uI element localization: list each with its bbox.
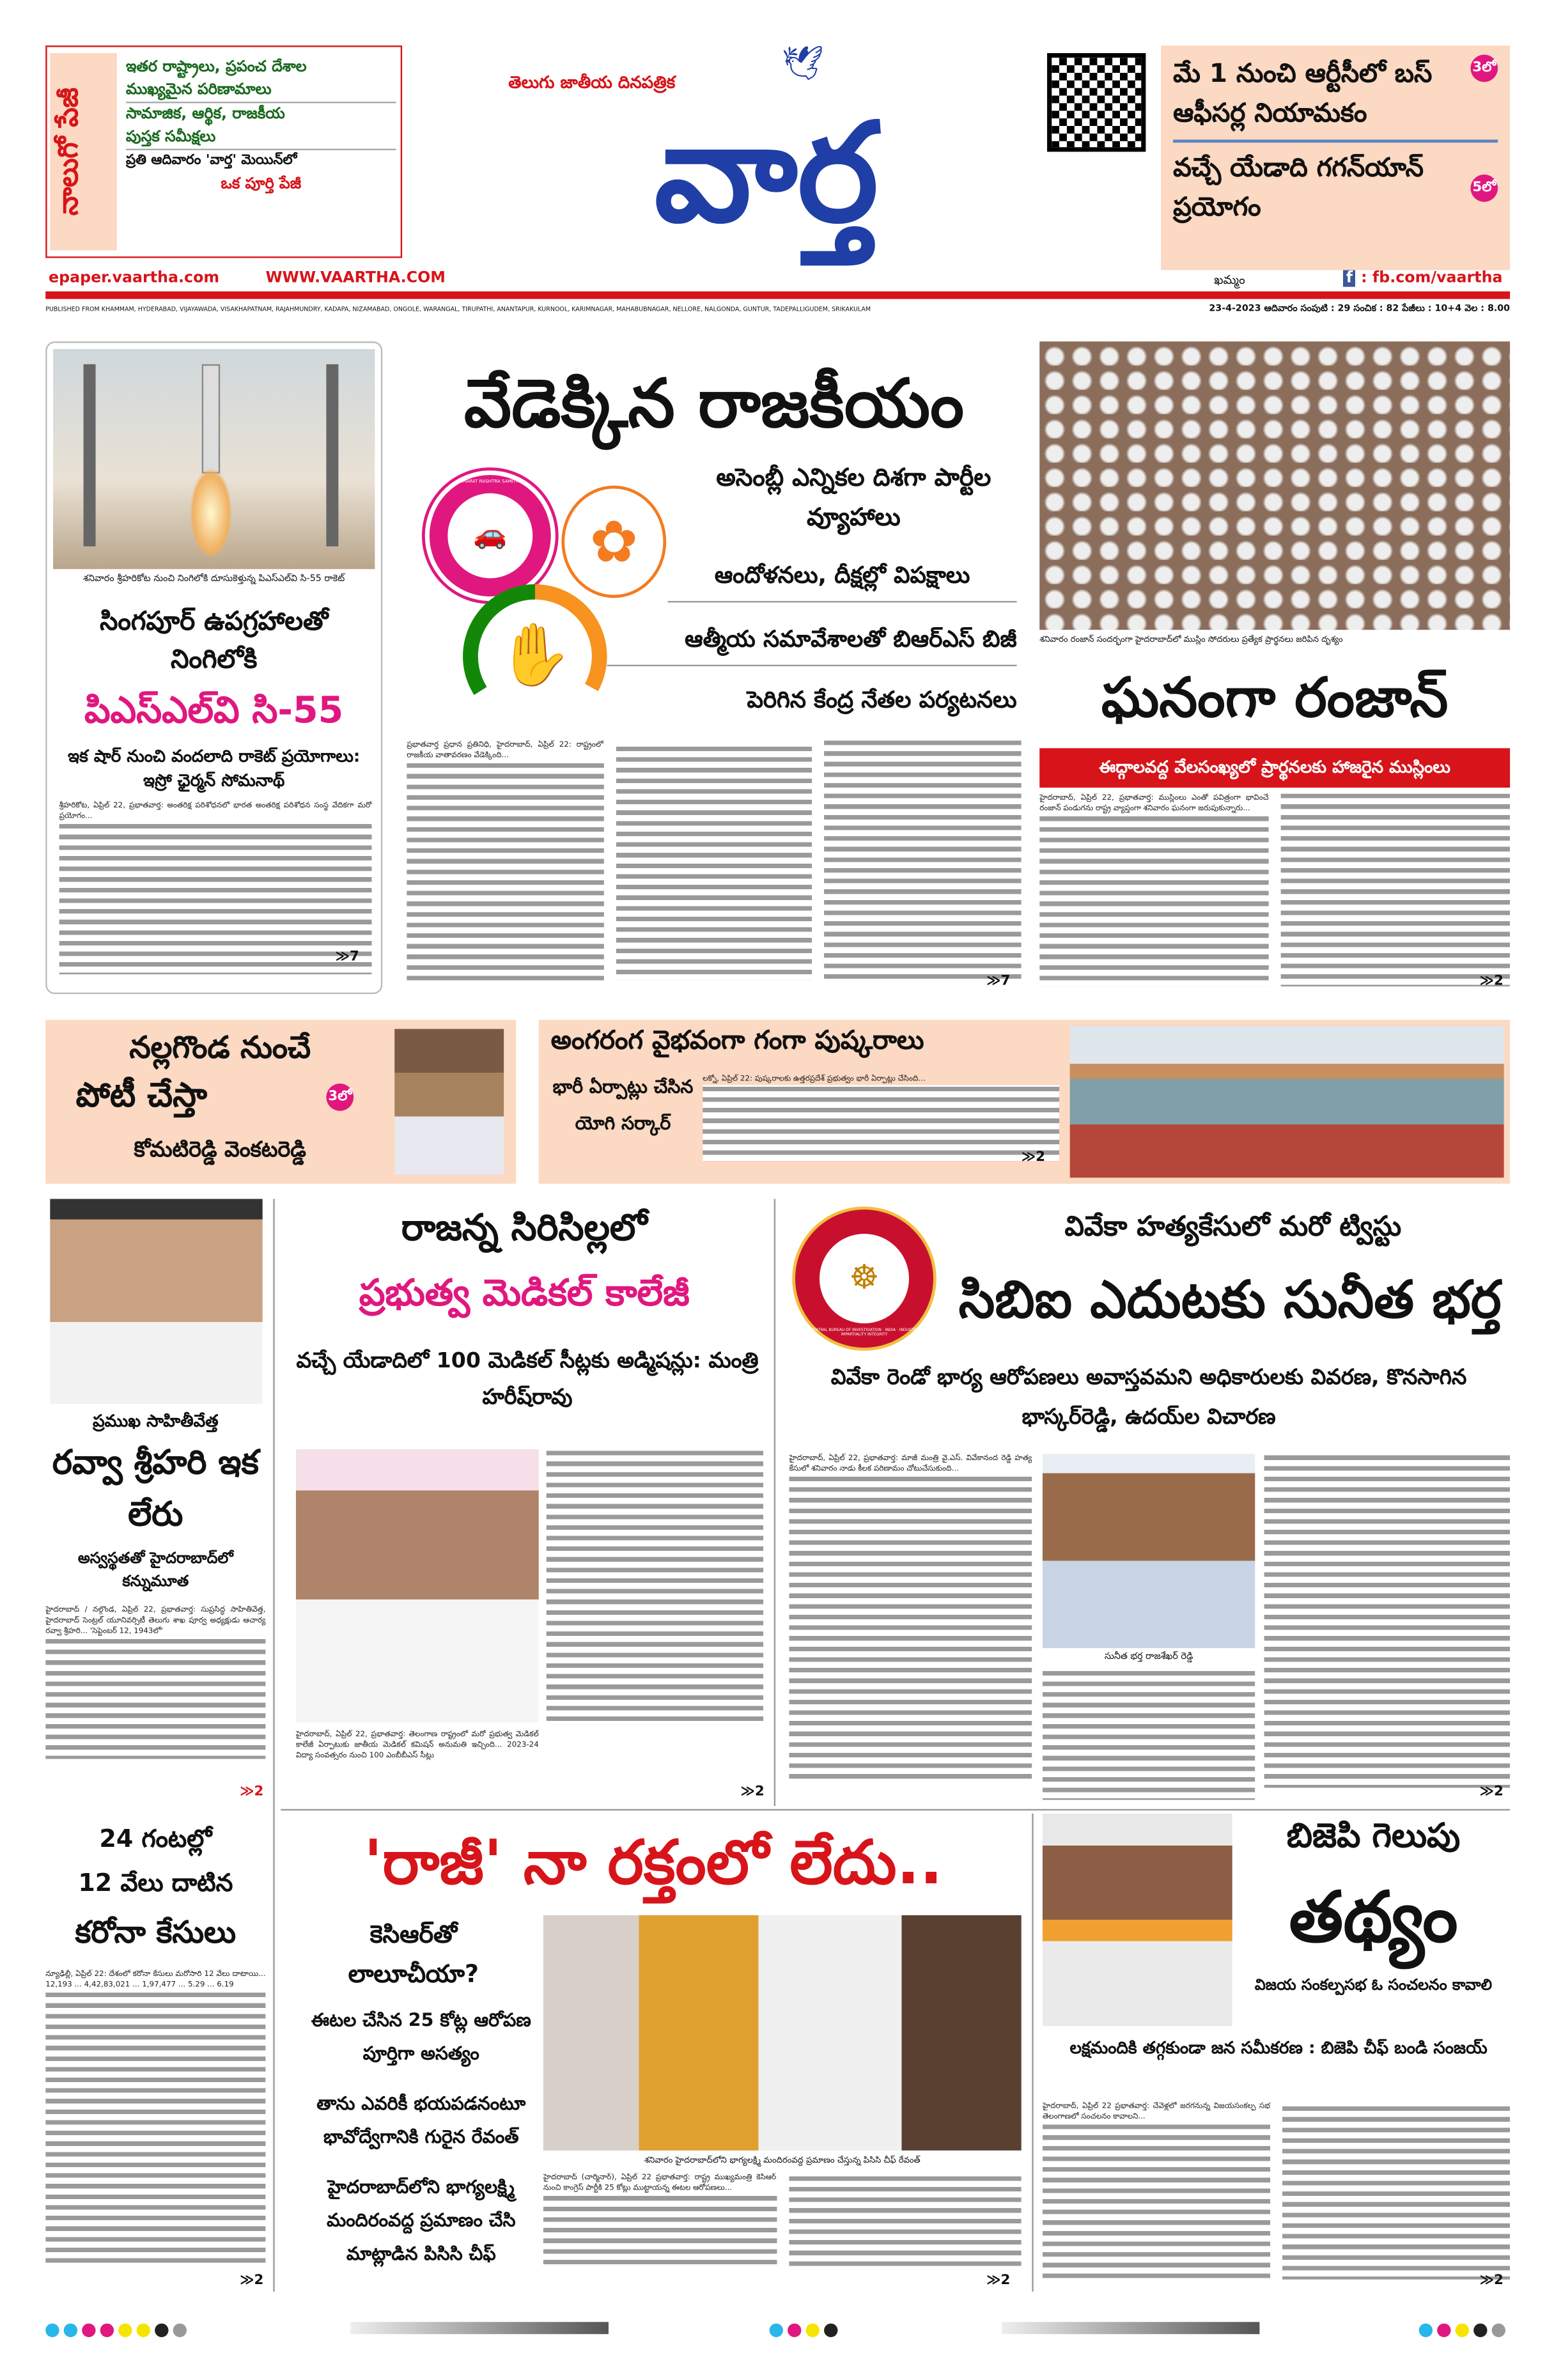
dateline: 23-4-2023 ఆదివారం సంపుటి : 29 సంచిక : 82 పేజీలు : 10+4 వెల : 8.00 [1209, 303, 1511, 315]
headline[interactable]: సింగపూర్ ఉపగ్రహాలతో నింగిలోకి [100, 607, 329, 676]
facebook-icon: f [1343, 270, 1356, 287]
komatireddy-box [45, 1020, 516, 1183]
headline-line: 24 గంటల్లో [99, 1824, 212, 1853]
subheadline: అసెంబ్లీ ఎన్నికల దిశగా పార్టీల వ్యూహాలు [716, 463, 991, 531]
jump-marker[interactable]: ≫2 [240, 2273, 264, 2289]
edition-name: ఖమ్మం [1214, 273, 1245, 287]
photo-caption: శనివారం రంజాన్ సందర్భంగా హైదరాబాద్‌లో ముస్లిం సోదరులు ప్రత్యేక ప్రార్థనలు జరిపిన దృశ్యం [1039, 635, 1343, 645]
article-body [703, 1075, 1059, 1169]
headline[interactable]: ఘనంగా రంజాన్ [1101, 667, 1449, 730]
article-body [547, 1449, 763, 1798]
subheadline: కెసిఆర్‌తో లాలూచీయా? [348, 1920, 479, 1988]
facebook-link[interactable]: f : fb.com/vaartha [1343, 270, 1503, 287]
photo-caption: శనివారం హైదరాబాద్‌లోని భాగ్యలక్ష్మి మందిరంవద్ద ప్రమాణం చేస్తున్న పిసిసి చీఫ్ రేవంత్ [644, 2156, 921, 2166]
jump-marker[interactable]: ≫2 [1021, 1150, 1045, 1166]
brs-logo-text: BHARAT RASHTRA SAMITHI [459, 478, 521, 485]
print-color-bar [45, 2319, 1510, 2337]
ganga-ghat-photo[interactable] [1070, 1026, 1504, 1178]
main-headline[interactable]: వేడెక్కిన రాజకీయం [463, 366, 965, 444]
headline[interactable] [45, 1818, 265, 1957]
article-body [407, 741, 1021, 992]
article-body [296, 1730, 539, 1803]
tagline: తెలుగు జాతీయ దినపత్రిక [508, 72, 676, 93]
rajasekhar-reddy-photo[interactable] [1043, 1454, 1255, 1648]
kicker: ప్రముఖ సాహితీవేత్త [93, 1411, 219, 1431]
article-body [59, 801, 372, 980]
body-text: హైదరాబాద్, ఏప్రిల్ 22 ప్రభాతవార్త: చేవెళ్లలో జరగనున్న విజయసంకల్ప సభ తెలంగాణలో సంచలనం కావాలని... [1042, 2101, 1271, 2122]
harish-rao-photo[interactable] [296, 1449, 539, 1722]
headline[interactable]: పోటీ చేస్తా [75, 1077, 207, 1116]
headline[interactable]: రవ్వా శ్రీహరి ఇక లేరు [52, 1445, 259, 1535]
main-headline[interactable]: 'రాజీ' నా రక్తంలో లేదు.. [364, 1828, 943, 1899]
cbi-logo: ☸ CENTRAL BUREAU OF INVESTIGATION · INDIA · INDUSTRY IMPARTIALITY INTEGRITY [792, 1206, 936, 1351]
teaser-text[interactable]: వచ్చే యేడాది గగన్‌యాన్ ప్రయోగం [1173, 153, 1424, 223]
article-body [45, 1970, 265, 2289]
jump-marker[interactable]: ≫2 [1479, 2273, 1503, 2289]
website-link[interactable]: WWW.VAARTHA.COM [265, 270, 446, 287]
cbi-logo-text: CENTRAL BUREAU OF INVESTIGATION · INDIA · INDUSTRY IMPARTIALITY INTEGRITY [810, 1328, 919, 1337]
jump-marker[interactable]: ≫7 [986, 974, 1011, 990]
weekly-promo-box [45, 45, 402, 258]
article-body [1043, 1669, 1255, 1800]
body-text: శ్రీహరికోట, ఏప్రిల్ 22, ప్రభాతవార్త: అంతరిక్ష పరిశోధనలో భారత అంతరిక్ష పరిశోధన సంస్థ వేదికగా మరో ప్రయోగం... [59, 801, 372, 821]
headline[interactable]: రాజన్న సిరిసిల్లలో [401, 1206, 648, 1249]
qr-code[interactable] [1047, 53, 1146, 152]
epaper-link[interactable]: epaper.vaartha.com [48, 270, 220, 287]
promo-line: ప్రతి ఆదివారం 'వార్త' మెయిన్‌లో [126, 153, 297, 169]
published-line: PUBLISHED FROM KHAMMAM, HYDERABAD, VIJAYAWADA, VISAKHAPATNAM, RAJAHMUNDRY, KADAPA, NIZAMABAD, ONGOLE, WARANGAL, TIRUPATHI, ANANTAPUR, KURNOOL, KARIMNAGAR, MAHABUBNAGAR, NELLORE, NALGONDA, GUNTUR, TADEPALLIGUDEM, SRIKAKULAM [45, 305, 871, 313]
dove-icon: 🕊 [781, 45, 824, 84]
subheadline: అస్వస్థతతో హైదరాబాద్‌లో కన్నుమూత [77, 1551, 233, 1591]
subheadline: ఈటల చేసిన 25 కోట్ల ఆరోపణ పూర్తిగా అసత్యం [311, 2009, 531, 2064]
body-text: హైదరాబాద్ (చార్మినార్), ఏప్రిల్ 22 ప్రభాతవార్త: రాష్ట్ర ముఖ్యమంత్రి కెసిఆర్ నుంచి కాంగ్రెస్ పార్టీకి 25 కోట్లు ముట్టాయన్న ఈటల ఆరోపణలు... [543, 2173, 777, 2193]
subheadline: పెరిగిన కేంద్ర నేతల పర్యటనలు [747, 686, 1017, 713]
teaser-text[interactable]: మే 1 నుంచి ఆర్టీసీలో బస్ ఆఫీసర్ల నియామకం [1173, 59, 1433, 129]
bjp-lotus-icon: ✿ [561, 486, 666, 598]
jump-marker[interactable]: ≫2 [1479, 1784, 1503, 1800]
congress-hand-icon: ✋ [463, 584, 607, 729]
rocket-story [45, 341, 382, 994]
page-badge: 3లో [1470, 54, 1498, 82]
subheadline: విజయ సంకల్పసభ ఓ సంచలనం కావాలి [1254, 1977, 1493, 1995]
revanth-temple-photo[interactable] [543, 1915, 1022, 2151]
article-body [1039, 794, 1510, 992]
person-name: కోమటిరెడ్డి వెంకటరెడ్డి [134, 1138, 306, 1163]
headline[interactable]: పిఎస్ఎల్‌వి సి-55 [84, 688, 344, 732]
ramzan-prayer-photo[interactable] [1039, 341, 1510, 630]
jump-marker[interactable]: ≫7 [335, 950, 359, 965]
photo-caption: సునీత భర్త రాజశేఖర్ రెడ్డి [1104, 1651, 1193, 1662]
headline[interactable]: సిబిఐ ఎదుటకు సునీత భర్త [958, 1270, 1502, 1331]
ravva-srihari-photo[interactable] [50, 1199, 262, 1403]
masthead-logo[interactable]: వార్త [654, 94, 879, 254]
subheadline: లక్షమందికి తగ్గకుండా జన సమీకరణ : బిజెపి చీఫ్ బండి సంజయ్ [1069, 2038, 1488, 2058]
body-text: హైదరాబాద్ / నల్గొండ, ఏప్రిల్ 22, ప్రభాతవార్త: సుప్రసిద్ధ సాహితీవేత్త, హైదరాబాద్ సెంట్రల్ యూనివర్సిటీ తెలుగు శాఖ పూర్వ అధ్యక్షుడు ఆచార్య రవ్వా శ్రీహరి... 'సెప్టెంబర్ 12, 1943లో' [45, 1605, 266, 1637]
headline[interactable]: బిజెపి గెలుపు [1286, 1818, 1461, 1856]
headline[interactable]: ప్రభుత్వ మెడికల్ కాలేజీ [359, 1272, 690, 1314]
komatireddy-photo[interactable] [394, 1029, 504, 1175]
body-text: హైదరాబాద్, ఏప్రిల్ 22, ప్రభాతవార్త: ముస్లింలు ఎంతో పవిత్రంగా భావించే రంజాన్ పండుగను రాష్ట్ర వ్యాప్తంగా శనివారం ఘనంగా జరుపుకున్నారు... [1039, 793, 1269, 814]
page-badge: 3లో [326, 1084, 354, 1111]
promo-brand: నాలుగో పేజీ [50, 53, 116, 251]
article-body [543, 2174, 1022, 2292]
ganga-pushkaralu-box [539, 1020, 1510, 1183]
article-body [45, 1606, 265, 1800]
page-badge: 5లో [1470, 175, 1498, 202]
headline[interactable]: నల్లగొండ నుంచే [129, 1029, 311, 1066]
body-text: న్యూఢిల్లీ, ఏప్రిల్ 22: దేశంలో కరోనా కేసులు మరోసారి 12 వేలు దాటాయి... 12,193 ... 4,42,83,021 ... 1,97,477 ... 5.29 ... 6.19 [45, 1970, 266, 1990]
subheadline: ఆందోళనలు, దీక్షల్లో విపక్షాలు [668, 561, 1017, 602]
article-body [1043, 2102, 1510, 2292]
body-text: ప్రభాతవార్త ప్రధాన ప్రతినిధి, హైదరాబాద్, ఏప్రిల్ 22: రాష్ట్రంలో రాజకీయ వాతావరణం వేడెక్కింది... [407, 740, 604, 761]
kicker: వివేకా హత్యకేసులో మరో ట్విస్టు [1064, 1211, 1402, 1243]
subheadline: భారీ ఏర్పాట్లు చేసిన యోగి సర్కార్ [552, 1076, 694, 1134]
subheadline: ఇక షార్ నుంచి వందలాది రాకెట్ ప్రయోగాలు: ఇస్రో ఛైర్మన్ సోమనాథ్ [68, 747, 361, 791]
headline[interactable]: తథ్యం [1289, 1876, 1458, 1958]
facebook-url: fb.com/vaartha [1372, 270, 1503, 287]
jump-marker[interactable]: ≫2 [986, 2273, 1011, 2289]
headline-line: కరోనా కేసులు [75, 1913, 237, 1950]
red-rule [45, 292, 1510, 299]
red-banner: ఈద్గాలవద్ద వేలసంఖ్యలో ప్రార్థనలకు హాజరైన ముస్లింలు [1039, 748, 1510, 788]
article-body [1264, 1454, 1511, 1800]
subheadline: ఆత్మీయ సమావేశాలతో బిఆర్ఎస్ బిజీ [607, 625, 1017, 666]
promo-line: పుస్తక సమీక్షలు [126, 126, 396, 150]
subheadline: తాను ఎవరికీ భయపడనంటూ భావోద్వేగానికి గురైన రేవంత్ [316, 2092, 526, 2148]
promo-line: ముఖ్యమైన పరిణామాలు [126, 79, 396, 103]
body-text: హైదరాబాద్, ఏప్రిల్ 22, ప్రభాతవార్త: మాజీ మంత్రి వై.ఎస్. వివేకానంద రెడ్డి హత్య కేసులో శనివారం నాడు కీలక పరిణామం చోటుచేసుకుంది... [789, 1454, 1032, 1474]
promo-line: సామాజిక, ఆర్థిక, రాజకీయ [126, 106, 285, 123]
article-body [789, 1454, 1032, 1800]
headline-line: 12 వేలు దాటిన [78, 1868, 233, 1897]
jump-marker[interactable]: ≫2 [1479, 974, 1503, 990]
brs-logo: 🚗 BHARAT RASHTRA SAMITHI [425, 471, 556, 601]
photo-caption: శనివారం శ్రీహరికోట నుంచి నింగిలోకి దూసుకెళ్తున్న పిఎస్ఎల్‌వి సి-55 రాకెట్ [83, 573, 345, 584]
headline[interactable]: అంగరంగ వైభవంగా గంగా పుష్కరాలు [550, 1025, 924, 1057]
promo-line: ఒక పూర్తి పేజీ [221, 176, 302, 193]
jump-marker[interactable]: ≫2 [240, 1784, 264, 1800]
promo-line: ఇతర రాష్ట్రాలు, ప్రపంచ దేశాల [126, 59, 307, 76]
subheadline: హైదరాబాద్‌లోని భాగ్యలక్ష్మి మందిరంవద్ద ప్రమాణం చేసి మాట్లాడిన పిసిసి చీఫ్ [327, 2176, 516, 2265]
subheadline: వచ్చే యేడాదిలో 100 మెడికల్ సీట్లకు అడ్మిషన్లు: మంత్రి హరీష్‌రావు [296, 1349, 759, 1410]
jump-marker[interactable]: ≫2 [740, 1784, 765, 1800]
rocket-launch-photo[interactable] [53, 349, 375, 569]
body-text: లక్నో, ఏప్రిల్ 22: పుష్కరాలకు ఉత్తరప్రదేశ్ ప్రభుత్వం భారీ ఏర్పాట్లు చేసింది... [703, 1074, 926, 1084]
body-text: హైదరాబాద్, ఏప్రిల్ 22, ప్రభాతవార్త: తెలంగాణ రాష్ట్రంలో మరో ప్రభుత్వ మెడికల్ కాలేజీ ఏర్పాటుకు జాతీయ మెడికల్ కమిషన్ అనుమతి ఇచ్చింది... 2023-24 విద్యా సంవత్సరం నుంచి 100 ఎంబీబీఎస్ సీట్లు [295, 1730, 539, 1761]
subheadline: వివేకా రెండో భార్య ఆరోపణలు అవాస్తవమని అధికారులకు వివరణ, కొనసాగిన భాస్కర్‌రెడ్డి, ఉదయ్‌ల విచారణ [830, 1365, 1467, 1430]
teaser-box [1161, 45, 1510, 270]
bandi-sanjay-photo[interactable] [1043, 1814, 1232, 2026]
